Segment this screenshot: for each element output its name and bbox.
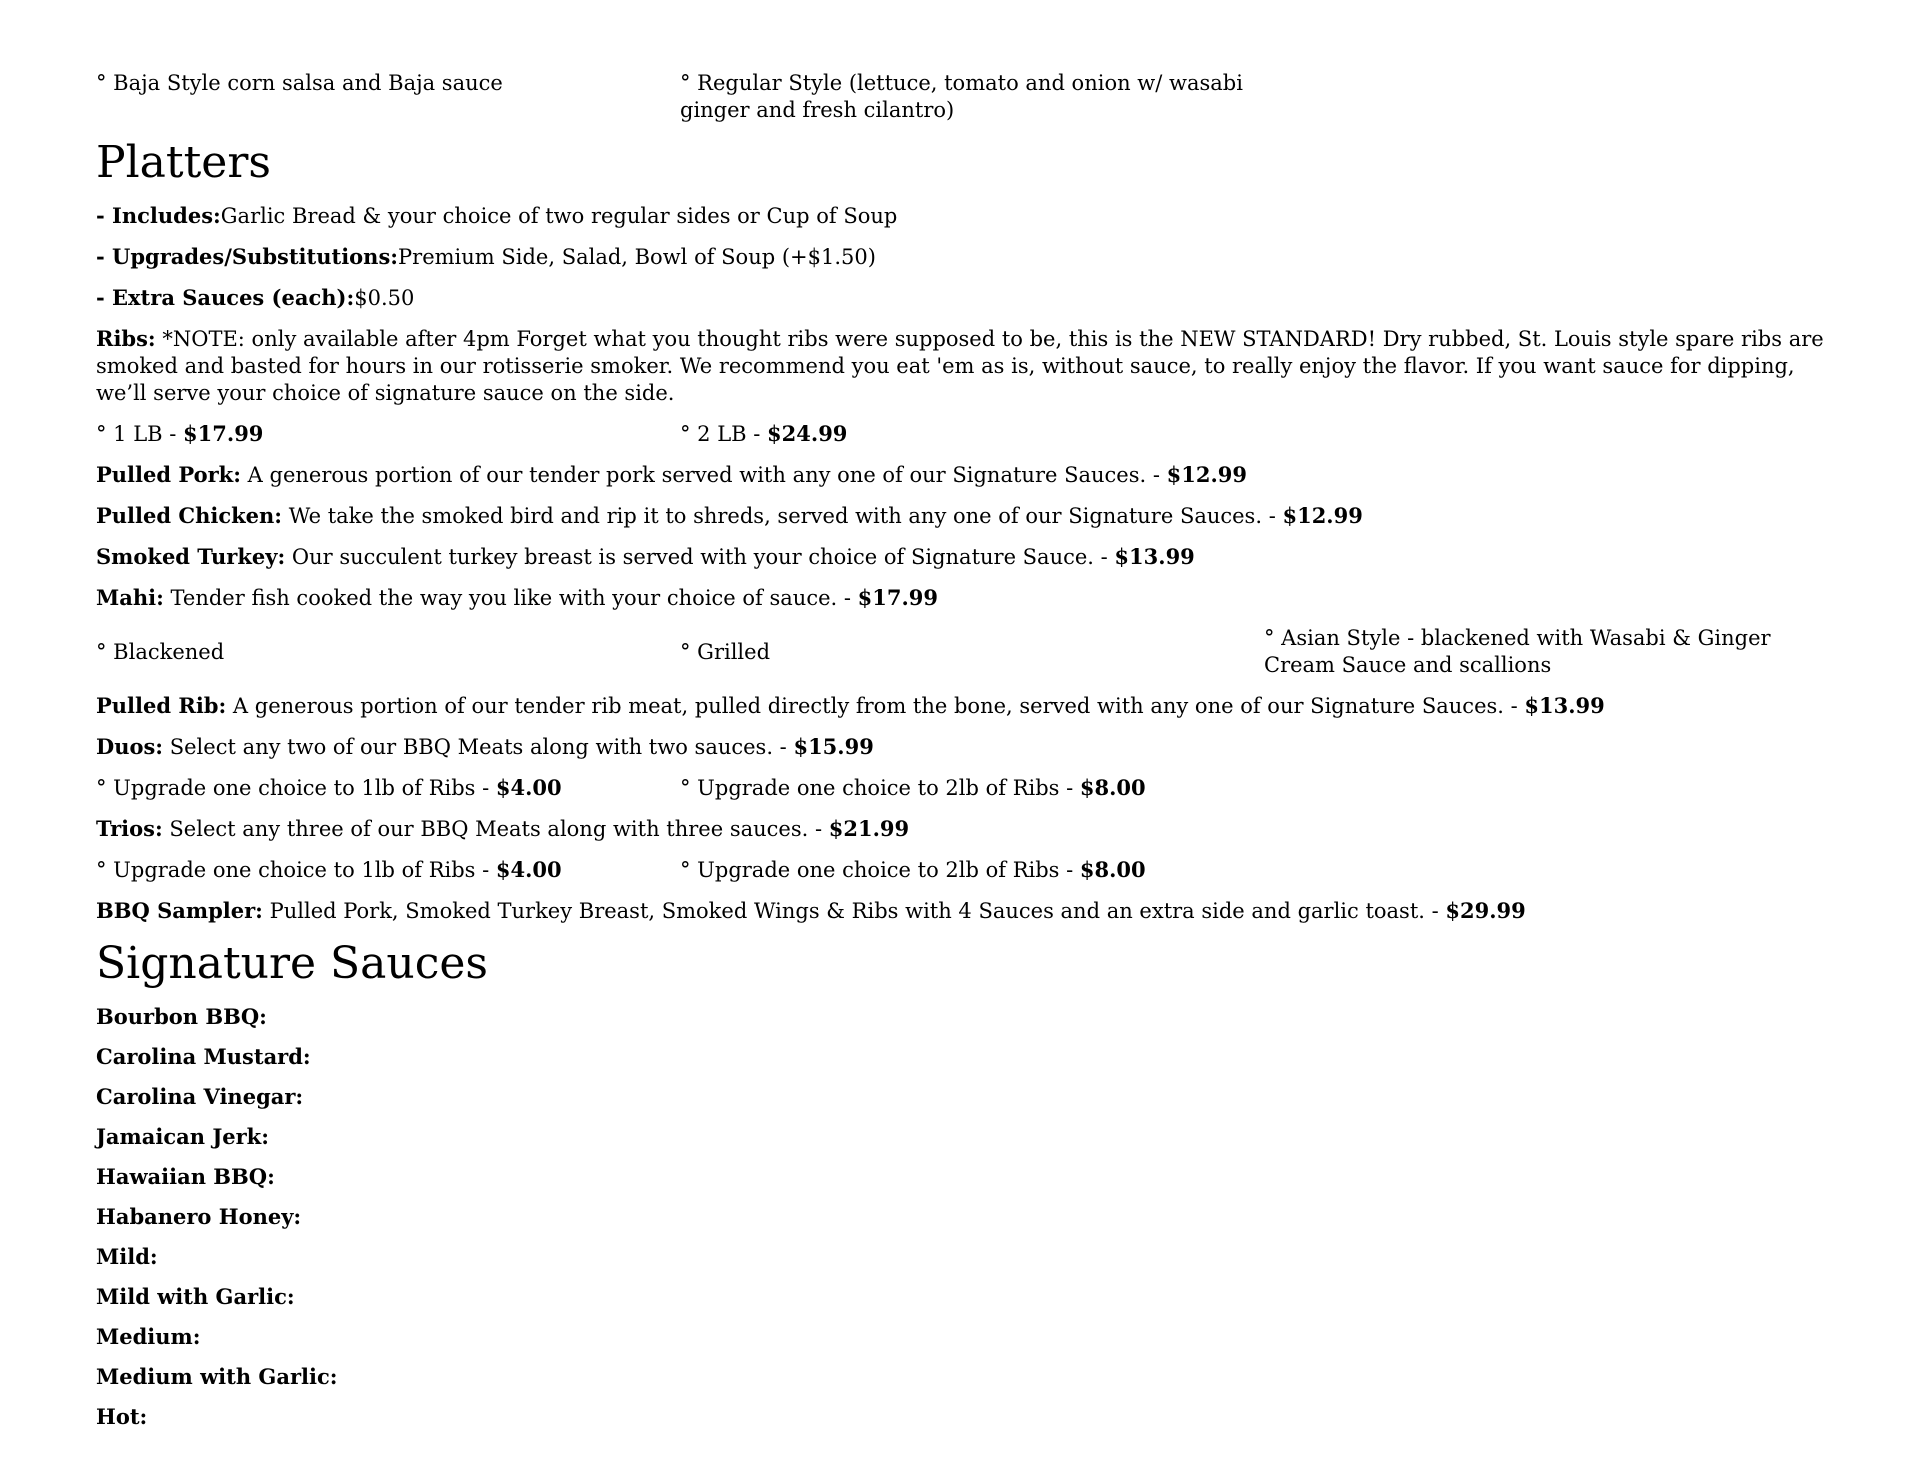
- sauce-item: Medium with Garlic:: [96, 1364, 338, 1389]
- item-name: Mahi:: [96, 585, 164, 610]
- option-label: ° 2 LB -: [680, 422, 768, 446]
- option-price: $17.99: [183, 421, 264, 446]
- ribs-option-2lb: [680, 420, 1264, 448]
- item-price: $13.99: [1524, 693, 1605, 718]
- sauce-item: Mild:: [96, 1244, 158, 1269]
- item-price: $13.99: [1114, 544, 1195, 569]
- extra-sauces-label: - Extra Sauces (each):: [96, 285, 355, 310]
- menu-item-trios: [96, 815, 1836, 843]
- menu-item-bbq-sampler: [96, 897, 1836, 925]
- duos-upgrade-options: [96, 774, 1836, 802]
- item-description: Tender fish cooked the way you like with your choice of sauce. -: [163, 586, 858, 610]
- menu-item-smoked-turkey: [96, 543, 1836, 571]
- sauce-item: Hawaiian BBQ:: [96, 1164, 275, 1189]
- signature-sauces-heading: Signature Sauces: [96, 938, 489, 989]
- sauce-list: [96, 1003, 1836, 1430]
- trios-upgrade-1lb: [96, 856, 680, 884]
- item-description: A generous portion of our tender pork served with any one of our Signature Sauces. -: [240, 463, 1167, 487]
- item-name: Duos:: [96, 734, 164, 759]
- option-price: $8.00: [1079, 775, 1146, 800]
- trios-upgrade-options: [96, 856, 1836, 884]
- includes-text: Garlic Bread & your choice of two regular sides or Cup of Soup: [220, 204, 898, 228]
- menu-item-pulled-chicken: [96, 502, 1836, 530]
- ribs-description: *NOTE: only available after 4pm Forget what you thought ribs were supposed to be, this is the NEW STANDARD! Dry rubbed, St. Louis style spare ribs are smoked and basted for hours in our rotisserie smoker. We recommend you eat 'em as is, without sauce, to really enjoy the flavor. If you want sauce for dipping, we’ll serve your choice of signature sauce on the side.: [96, 327, 1824, 405]
- option-price: $24.99: [767, 421, 848, 446]
- includes-label: - Includes:: [96, 203, 221, 228]
- option-regular-style: ° Regular Style (lettuce, tomato and onion w/ wasabi ginger and fresh cilantro): [680, 71, 1243, 122]
- platters-extra-sauces: [96, 284, 1836, 312]
- option-label: ° 1 LB -: [96, 422, 184, 446]
- upgrades-text: Premium Side, Salad, Bowl of Soup (+$1.50): [398, 245, 876, 269]
- sauce-item: Carolina Vinegar:: [96, 1084, 304, 1109]
- ribs-name: Ribs:: [96, 326, 156, 351]
- mahi-option-blackened: ° Blackened: [96, 639, 225, 664]
- platters-includes: [96, 202, 1836, 230]
- item-name: Smoked Turkey:: [96, 544, 286, 569]
- menu-page: [96, 70, 1836, 1443]
- item-price: $12.99: [1166, 462, 1247, 487]
- option-label: ° Upgrade one choice to 1lb of Ribs -: [96, 776, 496, 800]
- upgrades-label: - Upgrades/Substitutions:: [96, 244, 399, 269]
- option-price: $4.00: [495, 775, 562, 800]
- mahi-options: [96, 625, 1836, 679]
- ribs-options: [96, 420, 1836, 448]
- mahi-option-grilled: ° Grilled: [680, 639, 771, 664]
- item-description: Select any two of our BBQ Meats along with two sauces. -: [163, 735, 794, 759]
- trios-upgrade-2lb: [680, 856, 1264, 884]
- option-label: ° Upgrade one choice to 1lb of Ribs -: [96, 858, 496, 882]
- item-name: Trios:: [96, 816, 163, 841]
- sauce-item: Medium:: [96, 1324, 201, 1349]
- sauce-item: Jamaican Jerk:: [96, 1124, 269, 1149]
- menu-item-duos: [96, 733, 1836, 761]
- item-description: Our succulent turkey breast is served with your choice of Signature Sauce. -: [285, 545, 1115, 569]
- duos-upgrade-2lb: [680, 774, 1264, 802]
- ribs-option-1lb: [96, 420, 680, 448]
- option-price: $4.00: [495, 857, 562, 882]
- option-label: ° Upgrade one choice to 2lb of Ribs -: [680, 858, 1080, 882]
- taco-style-options: [96, 70, 1836, 124]
- duos-upgrade-1lb: [96, 774, 680, 802]
- item-price: $21.99: [828, 816, 910, 841]
- sauce-item: Habanero Honey:: [96, 1204, 302, 1229]
- sauce-item: Mild with Garlic:: [96, 1284, 295, 1309]
- item-price: $15.99: [793, 734, 874, 759]
- option-price: $8.00: [1079, 857, 1146, 882]
- sauce-item: Hot:: [96, 1404, 148, 1429]
- option-baja-style: ° Baja Style corn salsa and Baja sauce: [96, 71, 503, 95]
- option-label: ° Upgrade one choice to 2lb of Ribs -: [680, 776, 1080, 800]
- menu-item-mahi: [96, 584, 1836, 612]
- mahi-option-asian-style: ° Asian Style - blackened with Wasabi & Ginger Cream Sauce and scallions: [1264, 626, 1771, 677]
- item-description: Pulled Pork, Smoked Turkey Breast, Smoked Wings & Ribs with 4 Sauces and an extra side and garlic toast. -: [262, 899, 1446, 923]
- extra-sauces-price: $0.50: [354, 286, 415, 310]
- menu-item-ribs: [96, 325, 1836, 407]
- platters-heading: Platters: [96, 137, 271, 188]
- item-name: Pulled Pork:: [96, 462, 241, 487]
- platters-upgrades: [96, 243, 1836, 271]
- item-name: BBQ Sampler:: [96, 898, 263, 923]
- sauce-item: Bourbon BBQ:: [96, 1004, 267, 1029]
- item-price: $29.99: [1445, 898, 1526, 923]
- item-name: Pulled Rib:: [96, 693, 227, 718]
- item-price: $17.99: [857, 585, 939, 610]
- item-price: $12.99: [1282, 503, 1363, 528]
- menu-item-pulled-rib: [96, 692, 1836, 720]
- sauce-item: Carolina Mustard:: [96, 1044, 311, 1069]
- item-name: Pulled Chicken:: [96, 503, 283, 528]
- item-description: We take the smoked bird and rip it to shreds, served with any one of our Signature Sauces. -: [282, 504, 1283, 528]
- menu-item-pulled-pork: [96, 461, 1836, 489]
- item-description: A generous portion of our tender rib meat, pulled directly from the bone, served with any one of our Signature Sauces. -: [226, 694, 1525, 718]
- item-description: Select any three of our BBQ Meats along with three sauces. -: [162, 817, 829, 841]
